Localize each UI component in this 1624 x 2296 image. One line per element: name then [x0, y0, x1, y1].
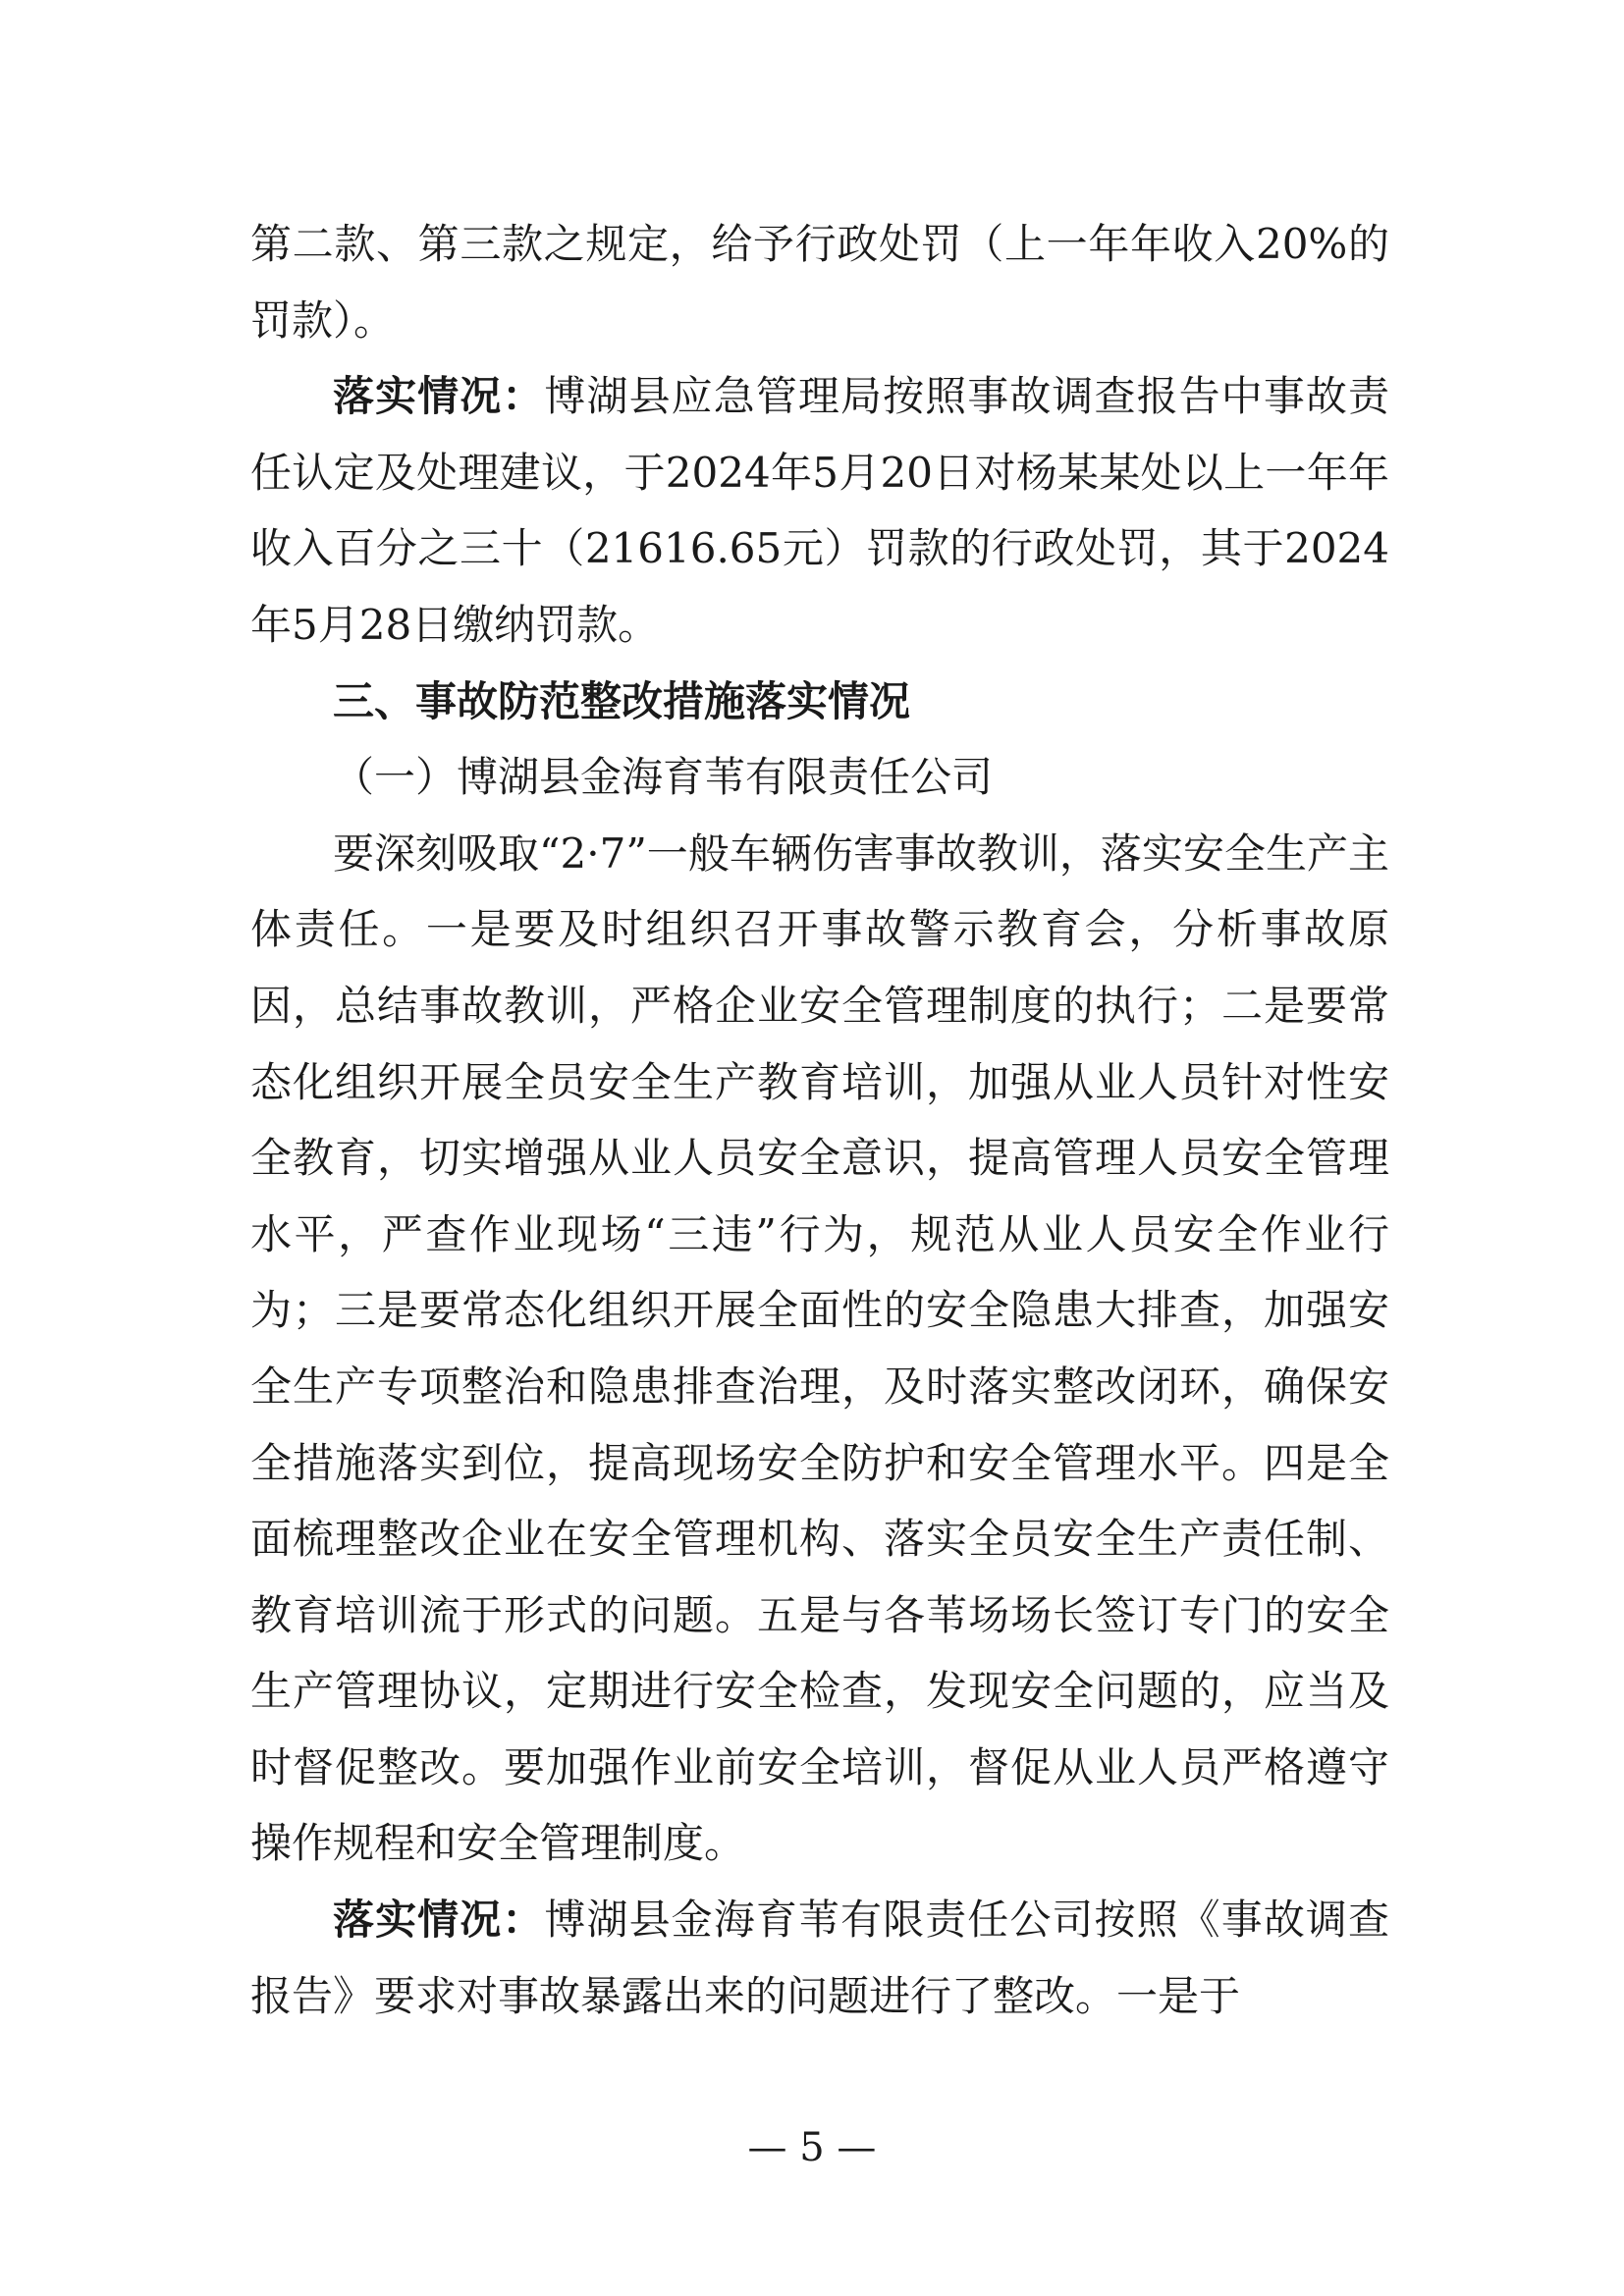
section-heading: 三、事故防范整改措施落实情况 — [333, 676, 911, 725]
paragraph-text: 要深刻吸取“2·7”一般车辆伤害事故教训，落实安全生产主体责任。一是要及时组织召开事故警示教育会，分析事故原因，总结事故教训，严格企业安全管理制度的执行；二是要常态化组织开展全员安全生产教育培训，加强从业人员针对性安全教育，切实增强从业人员安全意识，提高管理人员安全管理水平，严查作业现场“三违”行为，规范从业人员安全作业行为；三是要常态化组织开展全面性的安全隐患大排查，加强安全生产专项整治和隐患排查治理，及时落实整改闭环，确保安全措施落实到位，提高现场安全防护和安全管理水平。四是全面梳理整改企业在安全管理机构、落实全员安全生产责任制、教育培训流于形式的问题。五是与各苇场场长签订专门的安全生产管理协议，定期进行安全检查，发现安全问题的，应当及时督促整改。要加强作业前安全培训，督促从业人员严格遵守操作规程和安全管理制度。 — [250, 828, 1389, 1868]
page-number: — 5 — — [747, 2125, 877, 2170]
paragraph-implementation-penalty — [250, 358, 1389, 663]
subsection-heading: （一）博湖县金海育苇有限责任公司 — [333, 753, 994, 802]
paragraph-penalty-clause — [250, 206, 1389, 358]
paragraph-text: 博湖县应急管理局按照事故调查报告中事故责任认定及处理建议，于2024年5月20日对杨某某处以上一年年收入百分之三十（21616.65元）罚款的行政处罚，其于2024年5月28日缴纳罚款。 — [250, 372, 1389, 649]
paragraph-text: 第二款、第三款之规定，给予行政处罚（上一年年收入20%的罚款）。 — [250, 220, 1389, 345]
paragraph-text: 博湖县金海育苇有限责任公司按照《事故调查报告》要求对事故暴露出来的问题进行了整改。一是于 — [250, 1896, 1389, 2020]
implementation-label: 落实情况： — [333, 1896, 545, 1945]
paragraph-rectification-requirements — [250, 816, 1389, 1882]
implementation-label: 落实情况： — [333, 372, 545, 421]
paragraph-implementation-company — [250, 1882, 1389, 2034]
document-body — [250, 206, 1389, 2034]
